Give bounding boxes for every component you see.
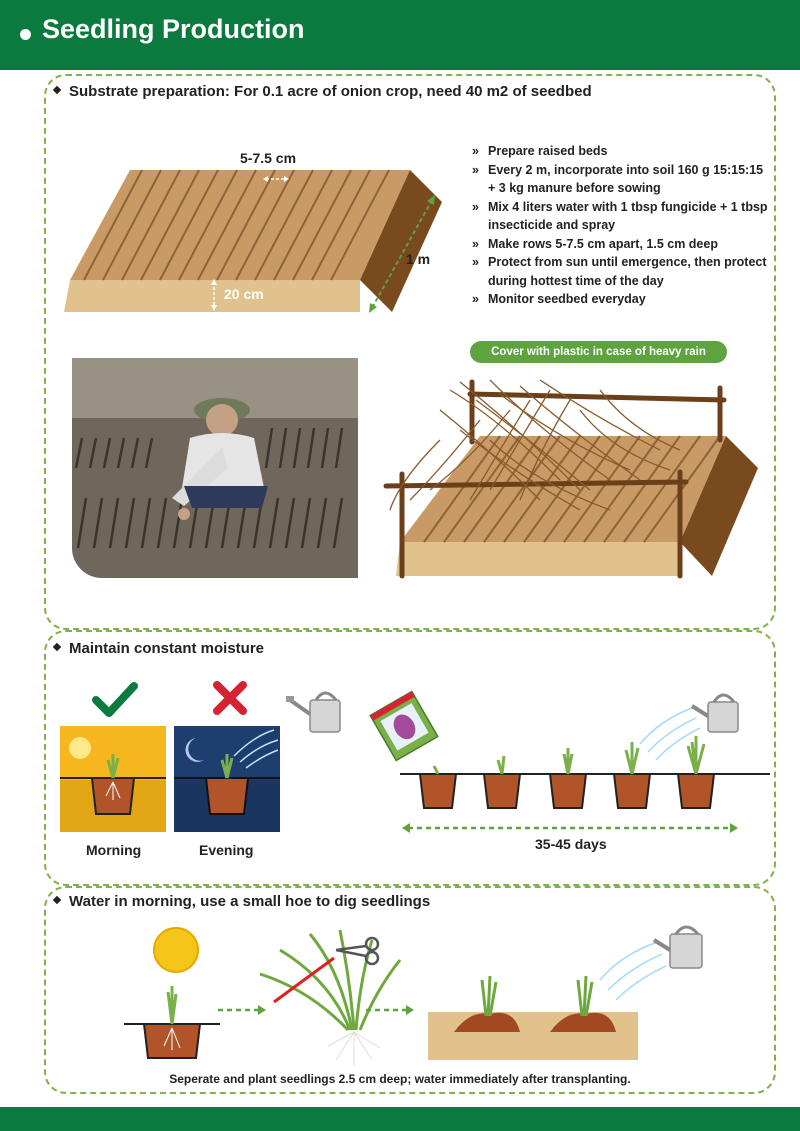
cross-icon (212, 680, 248, 716)
watering-can-icon (286, 684, 350, 736)
instructions-list (472, 142, 772, 309)
list-item: » Make rows 5-7.5 cm apart, 1.5 cm deep (472, 236, 718, 251)
diamond-icon (53, 86, 61, 94)
page-footer (0, 1107, 800, 1131)
page-title: Seedling Production (42, 14, 305, 44)
covered-bed-illustration (380, 370, 760, 582)
evening-watering-icon (174, 726, 280, 832)
bullet-dot-icon (20, 29, 31, 40)
list-item: » Every 2 m, incorporate into soil 160 g 15:15:15 + 3 kg manure before sowing (472, 162, 764, 195)
list-item: » Mix 4 liters water with 1 tbsp fungicide + 1 tbsp insecticide and spray (472, 199, 768, 232)
cover-note-badge: Cover with plastic in case of heavy rain (470, 341, 727, 363)
morning-watering-icon (60, 726, 166, 832)
list-item: » Protect from sun until emergence, then protect during hottest time of the day (472, 255, 767, 288)
diamond-icon (53, 643, 61, 651)
section-title-transplant: Water in morning, use a small hoe to dig seedlings (54, 893, 430, 910)
section-title-substrate: Substrate preparation: For 0.1 acre of onion crop, need 40 m2 of seedbed (54, 83, 592, 100)
section-title-moisture: Maintain constant moisture (54, 640, 264, 657)
diamond-icon (53, 896, 61, 904)
dimension-depth-label: 20 cm (224, 286, 264, 302)
evening-label: Evening (199, 842, 254, 858)
dimension-spacing-label: 5-7.5 cm (240, 150, 297, 166)
dimension-width-label: 1 m (406, 251, 431, 267)
list-item: » Monitor seedbed everyday (472, 292, 646, 306)
seedling-growth-sequence (400, 684, 772, 844)
farmer-seedbed-photo (72, 358, 358, 578)
check-icon (92, 680, 138, 720)
list-item: » Prepare raised beds (472, 144, 608, 158)
morning-label: Morning (86, 842, 142, 858)
transplant-steps-illustration (110, 920, 730, 1070)
transplant-caption: Seperate and plant seedlings 2.5 cm deep; water immediately after transplanting. (169, 1072, 631, 1086)
duration-label: 35-45 days (535, 836, 607, 852)
page-header (0, 0, 800, 70)
